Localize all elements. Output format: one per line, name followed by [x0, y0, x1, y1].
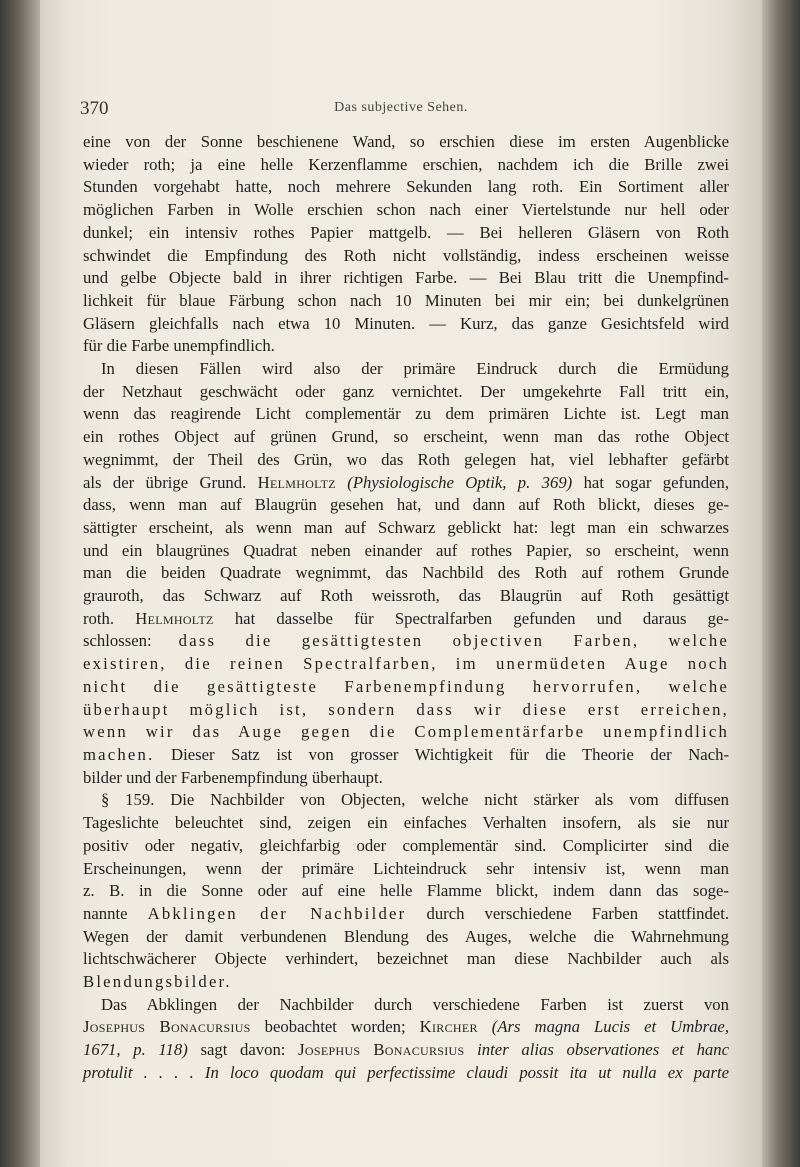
page-header	[40, 98, 762, 122]
emphasized-line: wenn wir das Auge gegen die Complementärfarbe unempfindlich	[83, 722, 729, 742]
text-line: wieder roth; ja eine helle Kerzenflamme erschien, nachdem ich die Brille zwei	[83, 154, 729, 174]
author-name: Helmholtz	[135, 608, 214, 628]
text-line: der Netzhaut geschwächt oder ganz vernichtet. Der umgekehrte Fall tritt ein,	[83, 381, 729, 401]
text-line: wenn das reagirende Licht complementär zu dem primären Lichte ist. Legt man	[83, 404, 729, 424]
text-line	[83, 1062, 729, 1085]
text-line: und ein blaugrünes Quadrat neben einander auf rothes Papier, so erscheint, wenn	[83, 540, 729, 560]
text-line	[83, 472, 729, 495]
text-line: und gelbe Objecte bald in ihrer richtigen Farbe. — Bei Blau tritt die Unempfind-	[83, 268, 729, 288]
text-line: eine von der Sonne beschienene Wand, so erschien diese im ersten Augenblicke	[83, 132, 729, 151]
text-line: grauroth, das Schwarz auf Roth weissroth, das Blaugrün auf Roth gesättigt	[83, 586, 729, 606]
page-number: 370	[80, 98, 109, 119]
text-line	[83, 1016, 729, 1039]
text-run: beobachtet worden;	[264, 1017, 406, 1037]
text-line: Tageslichte beleuchtet sind, zeigen ein einfaches Verhalten insofern, als sie nur	[83, 813, 729, 833]
text-run: hat sogar gefunden,	[583, 472, 730, 492]
text-run: als der übrige Grund.	[83, 472, 247, 492]
text-run: roth.	[83, 608, 115, 628]
text-run: durch verschiedene Farben stattfindet.	[426, 903, 730, 923]
text-line: z. B. in die Sonne oder auf eine helle Flamme blickt, indem dann das soge-	[83, 881, 729, 901]
author-name: Kircher	[419, 1017, 478, 1037]
latin-quote: inter alias observationes et hanc	[477, 1040, 730, 1060]
text-run: Dieser Satz ist von grosser Wichtigkeit für die Theorie der Nach-	[171, 744, 730, 764]
citation: (Physiologische Optik, p. 369)	[347, 472, 573, 492]
text-run: schlossen:	[83, 631, 152, 651]
text-line: dass, wenn man auf Blaugrün gesehen hat, und dann auf Roth blickt, dieses ge-	[83, 495, 729, 515]
emphasized-line: existiren, die reinen Spectralfarben, im unermüdeten Auge noch	[83, 654, 729, 674]
text-line: ein rothes Object auf grünen Grund, so erscheint, wenn man das rothe Object	[83, 427, 729, 447]
text-run: nannte	[83, 903, 128, 923]
text-line: bilder und der Farbenempfindung überhaupt.	[83, 767, 383, 787]
latin-quote: In loco quodam qui perfectissime claudi possit ita ut nulla ex parte	[204, 1062, 730, 1082]
body-text	[83, 131, 729, 1085]
text-line: In diesen Fällen wird also der primäre Eindruck durch die Ermüdung	[101, 359, 729, 379]
section-start: § 159. Die Nachbilder von Objecten, welche nicht stärker als vom diffusen	[101, 790, 729, 810]
text-line: sättigter erscheint, als wenn man auf Schwarz geblickt hat: legt man ein schwarzes	[83, 517, 729, 537]
emphasized-text: dass die gesättigtesten objectiven Farben, welche	[178, 631, 729, 651]
author-name: Josephus Bonacursius	[83, 1017, 251, 1037]
text-line	[83, 630, 729, 653]
latin-quote: protulit . . . .	[83, 1062, 194, 1082]
page-edge-shadow	[762, 0, 800, 1167]
text-line: möglichen Farben in Wolle erschien schon nach einer Viertelstunde nur hell oder	[83, 200, 729, 220]
text-line: man die beiden Quadrate wegnimmt, das Nachbild des Roth auf rothem Grunde	[83, 563, 729, 583]
emphasized-line: nicht die gesättigteste Farbenempfindung hervorrufen, welche	[83, 676, 729, 696]
author-name: Helmholtz	[257, 472, 336, 492]
author-name: Josephus Bonacursius	[298, 1040, 465, 1060]
emphasized-text: machen.	[83, 744, 155, 764]
citation: 1671, p. 118)	[83, 1040, 188, 1060]
book-page	[40, 0, 762, 1167]
emphasized-line: Blendungsbilder.	[83, 972, 232, 992]
text-line: dunkel; ein intensiv rothes Papier mattgelb. — Bei helleren Gläsern von Roth	[83, 222, 729, 242]
text-run: sagt davon:	[200, 1040, 286, 1060]
text-line: Das Abklingen der Nachbilder durch verschiedene Farben ist zuerst von	[101, 994, 729, 1014]
text-line: wegnimmt, der Theil des Grün, wo das Roth gelegen hat, viel lebhafter gefärbt	[83, 449, 729, 469]
running-head: Das subjective Sehen.	[334, 100, 468, 115]
text-run: hat dasselbe für Spectralfarben gefunden und daraus ge-	[234, 608, 729, 628]
text-line	[83, 1039, 729, 1062]
citation: (Ars magna Lucis et Umbrae,	[491, 1017, 730, 1037]
text-line: Stunden vorgehabt hatte, noch mehrere Sekunden lang roth. Ein Sortiment aller	[83, 177, 729, 197]
text-line: Gläsern gleichfalls nach etwa 10 Minuten. — Kurz, das ganze Gesichtsfeld wird	[83, 313, 729, 333]
text-line	[83, 608, 729, 631]
text-line: für die Farbe unempfindlich.	[83, 336, 275, 356]
emphasized-text: Abklingen der Nachbilder	[147, 903, 407, 923]
emphasized-line: überhaupt möglich ist, sondern dass wir diese erst erreichen,	[83, 699, 729, 719]
text-line: Wegen der damit verbundenen Blendung des Auges, welche die Wahrnehmung	[83, 926, 729, 946]
text-line: lichkeit für blaue Färbung schon nach 10 Minuten bei mir ein; bei dunkelgrünen	[83, 290, 729, 310]
text-line	[83, 903, 729, 926]
text-line	[83, 744, 729, 767]
text-line: positiv oder negativ, gleichfarbig oder complementär sind. Complicirter sind die	[83, 835, 729, 855]
text-line: Erscheinungen, wenn der primäre Lichteindruck sehr intensiv ist, wenn man	[83, 858, 729, 878]
text-line: lichtschwächerer Objecte verhindert, bezeichnet man diese Nachbilder auch als	[83, 949, 729, 969]
text-line: schwindet die Empfindung des Roth nicht vollständig, indess erscheinen weisse	[83, 245, 729, 265]
